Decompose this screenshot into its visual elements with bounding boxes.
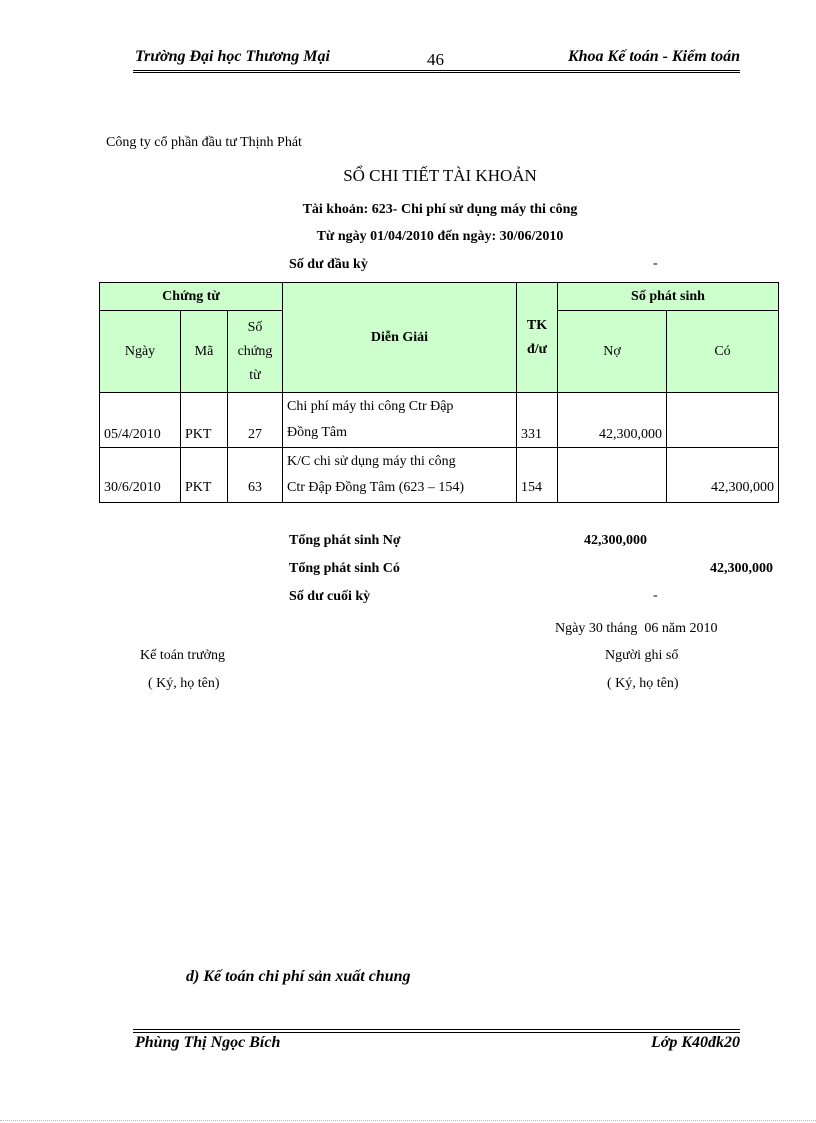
total-debit-value: 42,300,000 [584,533,647,548]
col-ngay: Ngày [100,311,181,393]
bookkeeper-note: ( Ký, họ tên) [607,676,679,691]
header-rule-2 [133,72,740,73]
cell-dien-giai-line-2: Đồng Tâm [287,425,348,440]
header-department: Khoa Kế toán - Kiểm toán [567,48,740,65]
page-number: 46 [427,50,444,69]
col-tk-label: TK [526,317,548,333]
col-dien-giai: Diễn Giải [283,283,517,393]
col-chung-tu: Chứng từ [100,283,283,311]
cell-co: 42,300,000 [667,448,779,503]
cell-ma: PKT [181,448,228,503]
cell-tk: 154 [517,448,558,503]
cell-ngay: 30/6/2010 [100,448,181,503]
table-row [100,393,779,448]
bookkeeper-title: Người ghi sổ [605,648,679,663]
sign-date: Ngày 30 tháng 06 năm 2010 [555,621,718,636]
opening-balance-value: - [653,256,658,271]
period: Từ ngày 01/04/2010 đến ngày: 30/06/2010 [316,229,564,244]
company-name: Công ty cổ phần đầu tư Thịnh Phát [106,135,302,150]
account-name: Tài khoản: 623- Chi phí sử dụng máy thi công [302,202,578,217]
cell-no: 42,300,000 [558,393,667,448]
col-du-label: đ/ư [526,341,548,357]
col-no: Nợ [558,311,667,393]
col-so-line-2: chứng [237,343,273,359]
col-so-phat-sinh: Số phát sinh [558,283,779,311]
col-ma: Mã [181,311,228,393]
chief-accountant-note: ( Ký, họ tên) [148,676,220,691]
cell-dien-giai-line-2: Ctr Đập Đồng Tâm (623 – 154) [287,480,465,495]
cell-ngay: 05/4/2010 [100,393,181,448]
ledger-table [99,282,779,503]
col-so-line-3: từ [249,367,261,383]
cell-dien-giai-line-1: K/C chi sử dụng máy thi công [287,454,456,469]
col-so-chung-tu [228,311,283,393]
closing-balance-label: Số dư cuối kỳ [289,589,371,604]
opening-balance-label: Số dư đầu kỳ [289,257,368,272]
col-so-line-1: Số [247,319,263,335]
cell-so: 63 [228,448,283,503]
cell-dien-giai [283,448,517,503]
cell-no [558,448,667,503]
total-debit-label: Tổng phát sinh Nợ [289,533,401,548]
footer-rule [133,1029,740,1030]
cell-so: 27 [228,393,283,448]
header-row-1 [100,283,779,311]
header-school: Trường Đại học Thương Mại [135,48,330,65]
cell-ma: PKT [181,393,228,448]
footer-author: Phùng Thị Ngọc Bích [135,1034,281,1051]
chief-accountant-title: Kế toán trưởng [140,648,225,663]
header-rule [133,70,740,71]
total-credit-label: Tổng phát sinh Có [289,561,400,576]
page-edge [0,1120,816,1121]
col-co: Có [667,311,779,393]
cell-tk: 331 [517,393,558,448]
table-row [100,448,779,503]
cell-dien-giai [283,393,517,448]
footer-rule-2 [133,1032,740,1033]
ledger-title: SỔ CHI TIẾT TÀI KHOẢN [343,166,537,185]
closing-balance-value: - [653,588,658,603]
cell-co [667,393,779,448]
col-tk-du [517,283,558,393]
section-heading: d) Kế toán chi phí sản xuất chung [186,968,411,985]
footer-class: Lớp K40đk20 [650,1034,740,1051]
cell-dien-giai-line-1: Chi phí máy thi công Ctr Đập [287,399,454,414]
total-credit-value: 42,300,000 [710,561,773,576]
